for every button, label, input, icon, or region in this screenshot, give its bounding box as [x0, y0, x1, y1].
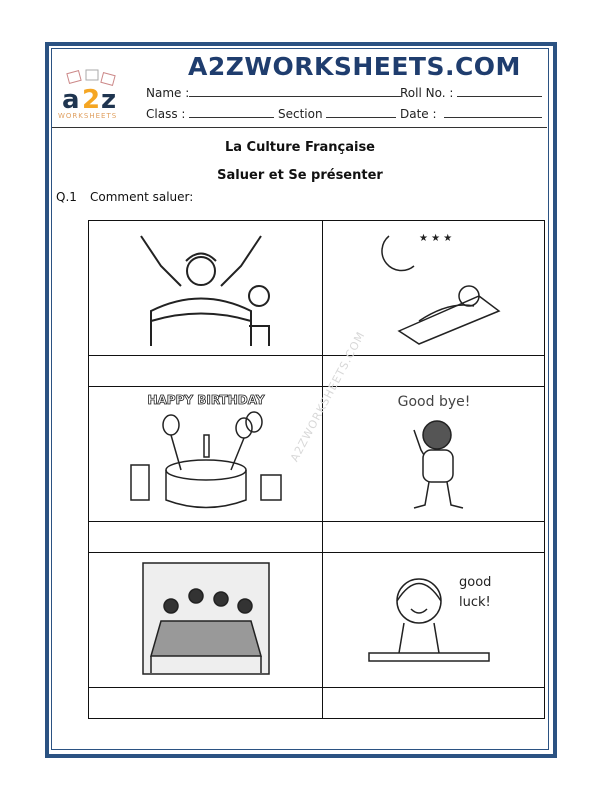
svg-text:WORKSHEETS: WORKSHEETS — [58, 112, 118, 120]
question-text: Comment saluer: — [90, 190, 194, 204]
picture-cell — [89, 553, 323, 688]
class-label: Class : — [146, 107, 186, 121]
a2z-logo — [56, 68, 136, 120]
roll-label: Roll No. : — [400, 86, 454, 100]
goodbye-picture — [359, 390, 509, 515]
answer-cell — [89, 522, 323, 553]
svg-text:a: a — [62, 85, 80, 115]
worksheet-title: La Culture Française — [224, 140, 376, 155]
watermark: A2ZWORKSHEETS.COM — [287, 329, 368, 464]
answer-cell — [89, 688, 323, 719]
answer-cell — [323, 356, 545, 387]
picture-cell — [323, 387, 545, 522]
svg-text:★ ★ ★: ★ ★ ★ — [418, 233, 452, 244]
name-field[interactable] — [146, 85, 401, 100]
name-label: Name : — [146, 86, 190, 100]
date-label: Date : — [400, 107, 437, 121]
svg-text:2: 2 — [82, 85, 101, 115]
worksheet-subtitle: Saluer et Se présenter — [217, 168, 383, 183]
picture-cell — [89, 221, 323, 356]
answer-cell — [323, 688, 545, 719]
answer-cell — [323, 522, 545, 553]
picture-cell — [323, 553, 545, 688]
class-field[interactable] — [146, 106, 274, 121]
waking-up-picture — [131, 226, 281, 346]
answer-table — [88, 220, 545, 719]
date-field[interactable] — [400, 106, 542, 121]
sleeping-picture — [359, 226, 509, 346]
birthday-text: HAPPY BIRTHDAY — [146, 392, 265, 407]
meeting-picture — [141, 561, 271, 676]
roll-field[interactable] — [400, 85, 542, 100]
section-field[interactable] — [278, 106, 396, 121]
answer-cell — [89, 356, 323, 387]
site-title: A2ZWORKSHEETS.COM — [188, 52, 521, 81]
header-divider — [52, 127, 547, 128]
goodbye-text: Good bye! — [397, 393, 470, 410]
svg-text:z: z — [101, 85, 117, 115]
good-luck-text-1: good — [458, 574, 491, 590]
good-luck-text-2: luck! — [458, 594, 491, 610]
question-number: Q.1 — [56, 190, 77, 204]
good-luck-picture — [359, 561, 509, 676]
picture-cell — [89, 387, 323, 522]
birthday-picture — [126, 390, 286, 515]
section-label: Section — [278, 107, 323, 121]
